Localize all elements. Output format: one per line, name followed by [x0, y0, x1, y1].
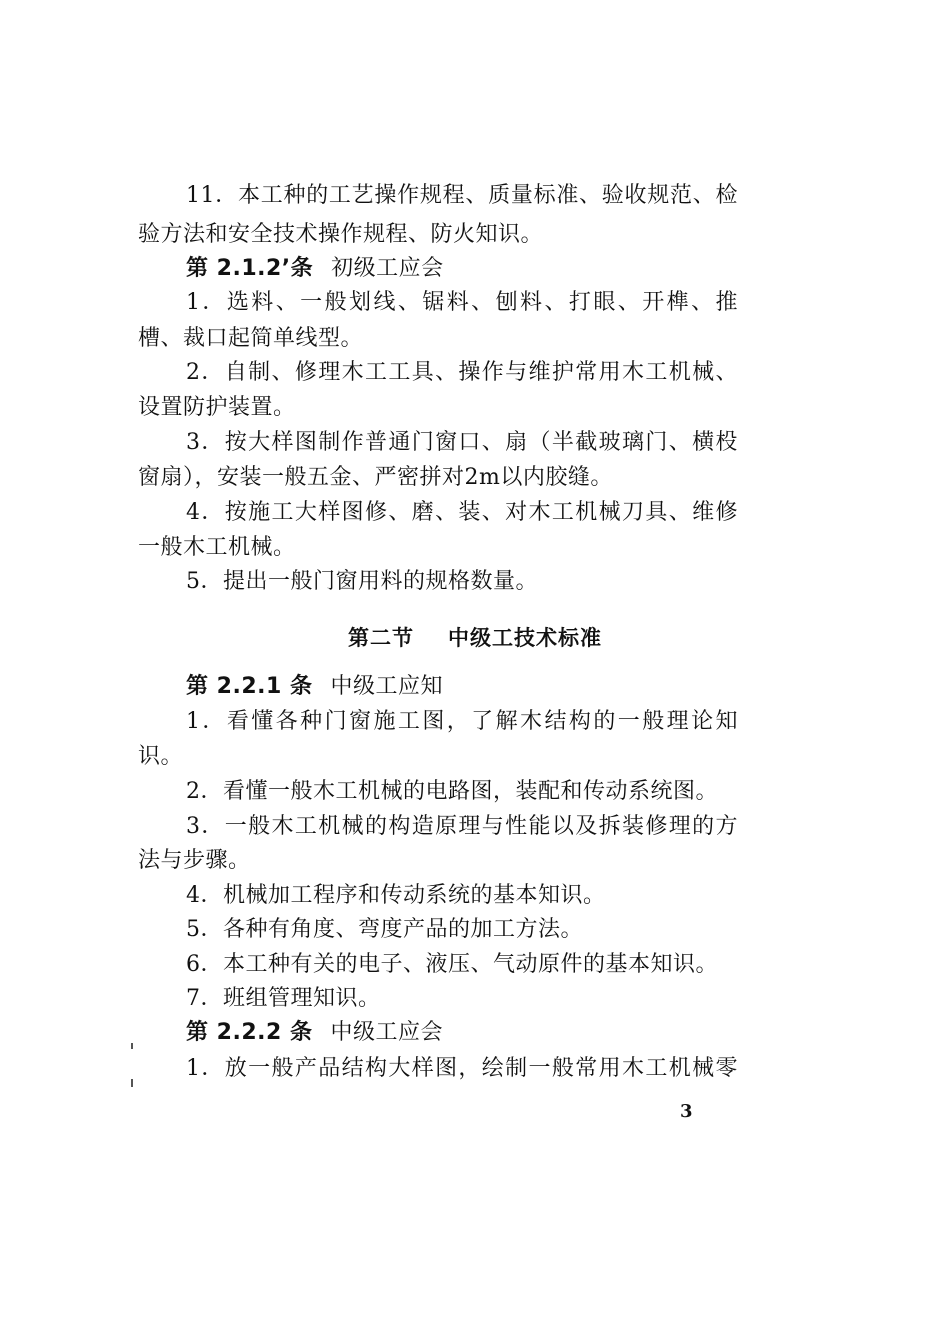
list-item-text: 3．一般木工机械的构造原理与性能以及拆装修理的方	[186, 814, 738, 839]
clause-number: 第 2.1.2’条	[186, 256, 314, 281]
list-item-text: 1．放一般产品结构大样图，绘制一般常用木工机械零	[186, 1056, 738, 1081]
clause-heading	[186, 671, 786, 703]
list-item-text: 法与步骤。	[138, 848, 251, 873]
scan-speck	[131, 1079, 133, 1087]
list-item-text: 设置防护装置。	[138, 395, 296, 420]
section-label: 第二节	[348, 626, 414, 650]
list-item-text: 槽、裁口起简单线型。	[138, 326, 364, 351]
clause-number: 第 2.2.1 条	[186, 674, 313, 699]
page-number: 3	[680, 1101, 693, 1122]
list-item-text: 7．班组管理知识。	[186, 986, 381, 1011]
clause-title: 中级工应会	[330, 1020, 443, 1045]
clause-title: 初级工应会	[331, 256, 444, 281]
list-item-text: 一般木工机械。	[138, 535, 296, 560]
list-item-text: 3．按大样图制作普通门窗口、扇（半截玻璃门、横杸	[186, 430, 738, 455]
list-item-text: 4．按施工大样图修、磨、装、对木工机械刀具、维修	[186, 500, 738, 525]
list-item-text: 4．机械加工程序和传动系统的基本知识。	[186, 883, 606, 908]
list-item-text: 2．看懂一般木工机械的电路图，装配和传动系统图。	[186, 779, 718, 804]
section-title: 中级工技术标准	[448, 626, 602, 650]
list-item-text: 5．提出一般门窗用料的规格数量。	[186, 569, 538, 594]
section-heading	[0, 622, 950, 654]
clause-heading	[186, 1017, 786, 1049]
list-item-text: 1．看懂各种门窗施工图，了解木结构的一般理论知	[186, 709, 738, 734]
list-item-text: 1．选料、一般划线、锯料、刨料、打眼、开榫、推	[186, 290, 738, 315]
clause-title: 中级工应知	[330, 674, 443, 699]
list-item-text: 6．本工种有关的电子、液压、气动原件的基本知识。	[186, 952, 718, 977]
list-item-text: 2．自制、修理木工工具、操作与维护常用木工机械、	[186, 360, 738, 385]
list-item-text: 窗扇），安装一般五金、严密拼对2m以内胶缝。	[138, 465, 613, 490]
list-item-text: 识。	[138, 744, 184, 769]
list-item-text: 验方法和安全技术操作规程、防火知识。	[138, 222, 544, 247]
scan-speck	[131, 1043, 133, 1049]
list-item-text: 11．本工种的工艺操作规程、质量标准、验收规范、检	[186, 183, 738, 208]
list-item-text: 5．各种有角度、弯度产品的加工方法。	[186, 917, 583, 942]
clause-number: 第 2.2.2 条	[186, 1020, 313, 1045]
clause-heading	[186, 253, 786, 285]
